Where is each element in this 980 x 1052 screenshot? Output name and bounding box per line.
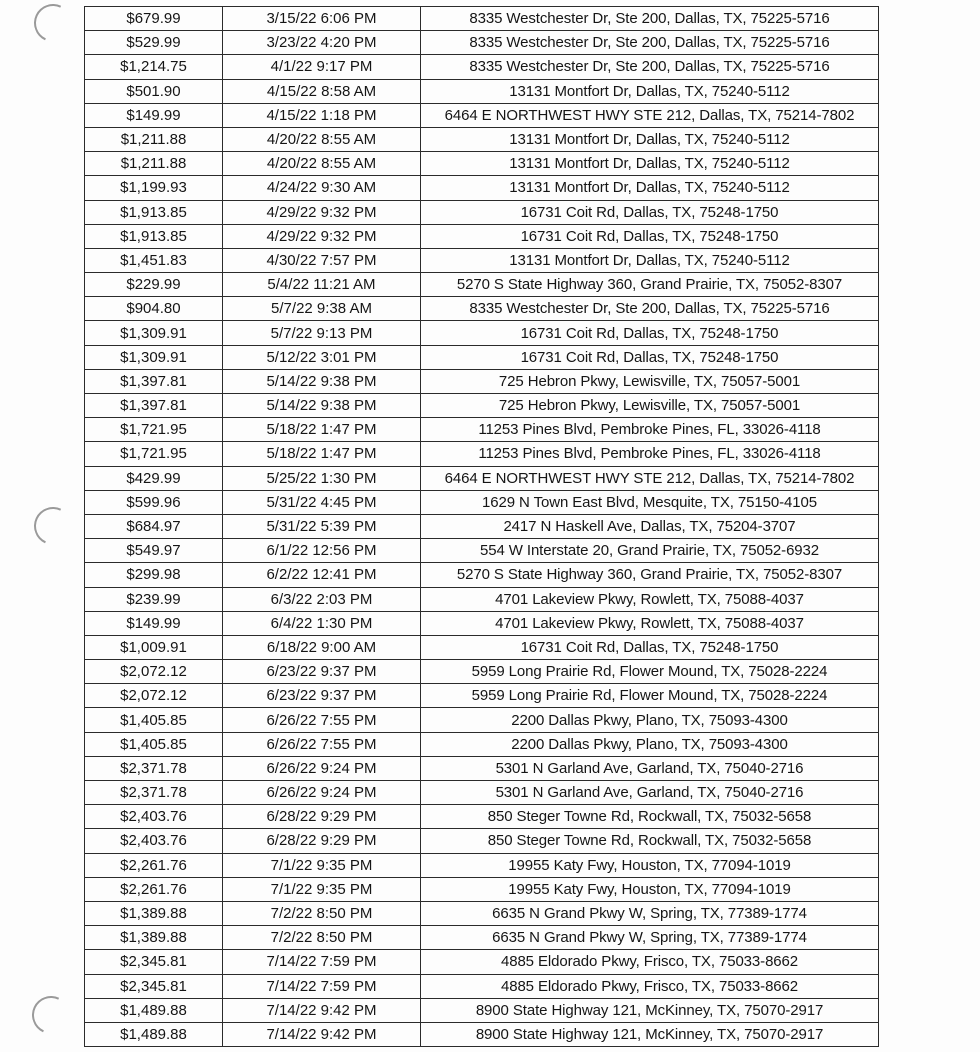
transactions-table	[84, 6, 879, 1047]
amount-cell: $1,721.95	[85, 442, 223, 466]
amount-cell: $1,405.85	[85, 732, 223, 756]
table-row	[85, 998, 879, 1022]
amount-cell: $149.99	[85, 611, 223, 635]
amount-cell: $1,913.85	[85, 200, 223, 224]
amount-cell: $501.90	[85, 79, 223, 103]
binder-hole-icon	[29, 0, 78, 47]
table-row	[85, 176, 879, 200]
datetime-cell: 7/1/22 9:35 PM	[223, 877, 421, 901]
datetime-cell: 7/14/22 9:42 PM	[223, 1022, 421, 1046]
address-cell: 13131 Montfort Dr, Dallas, TX, 75240-5112	[421, 176, 879, 200]
amount-cell: $1,211.88	[85, 127, 223, 151]
table-row	[85, 55, 879, 79]
amount-cell: $599.96	[85, 490, 223, 514]
table-row	[85, 79, 879, 103]
address-cell: 6464 E NORTHWEST HWY STE 212, Dallas, TX, 75214-7802	[421, 103, 879, 127]
address-cell: 5959 Long Prairie Rd, Flower Mound, TX, 75028-2224	[421, 660, 879, 684]
datetime-cell: 6/28/22 9:29 PM	[223, 829, 421, 853]
amount-cell: $239.99	[85, 587, 223, 611]
address-cell: 6464 E NORTHWEST HWY STE 212, Dallas, TX, 75214-7802	[421, 466, 879, 490]
address-cell: 850 Steger Towne Rd, Rockwall, TX, 75032-5658	[421, 829, 879, 853]
table-row	[85, 345, 879, 369]
address-cell: 725 Hebron Pkwy, Lewisville, TX, 75057-5001	[421, 394, 879, 418]
table-row	[85, 103, 879, 127]
amount-cell: $2,345.81	[85, 974, 223, 998]
address-cell: 16731 Coit Rd, Dallas, TX, 75248-1750	[421, 200, 879, 224]
amount-cell: $1,009.91	[85, 635, 223, 659]
address-cell: 8335 Westchester Dr, Ste 200, Dallas, TX, 75225-5716	[421, 31, 879, 55]
address-cell: 1629 N Town East Blvd, Mesquite, TX, 75150-4105	[421, 490, 879, 514]
address-cell: 8900 State Highway 121, McKinney, TX, 75070-2917	[421, 998, 879, 1022]
table-row	[85, 152, 879, 176]
binder-hole-icon	[29, 502, 78, 551]
amount-cell: $2,403.76	[85, 805, 223, 829]
table-row	[85, 490, 879, 514]
table-row	[85, 418, 879, 442]
amount-cell: $2,072.12	[85, 684, 223, 708]
datetime-cell: 6/18/22 9:00 AM	[223, 635, 421, 659]
address-cell: 5270 S State Highway 360, Grand Prairie, TX, 75052-8307	[421, 563, 879, 587]
amount-cell: $1,214.75	[85, 55, 223, 79]
amount-cell: $1,913.85	[85, 224, 223, 248]
address-cell: 19955 Katy Fwy, Houston, TX, 77094-1019	[421, 853, 879, 877]
address-cell: 11253 Pines Blvd, Pembroke Pines, FL, 33026-4118	[421, 418, 879, 442]
datetime-cell: 7/14/22 7:59 PM	[223, 950, 421, 974]
datetime-cell: 5/31/22 5:39 PM	[223, 514, 421, 538]
table-row	[85, 563, 879, 587]
table-row	[85, 805, 879, 829]
table-row	[85, 684, 879, 708]
datetime-cell: 4/20/22 8:55 AM	[223, 152, 421, 176]
table-row	[85, 877, 879, 901]
amount-cell: $229.99	[85, 273, 223, 297]
binder-hole-icon	[27, 991, 76, 1040]
table-row	[85, 587, 879, 611]
datetime-cell: 4/1/22 9:17 PM	[223, 55, 421, 79]
table-row	[85, 781, 879, 805]
table-row	[85, 127, 879, 151]
address-cell: 6635 N Grand Pkwy W, Spring, TX, 77389-1774	[421, 901, 879, 925]
table-row	[85, 273, 879, 297]
table-row	[85, 611, 879, 635]
amount-cell: $149.99	[85, 103, 223, 127]
datetime-cell: 6/4/22 1:30 PM	[223, 611, 421, 635]
datetime-cell: 4/15/22 8:58 AM	[223, 79, 421, 103]
amount-cell: $1,397.81	[85, 369, 223, 393]
table-row	[85, 321, 879, 345]
address-cell: 13131 Montfort Dr, Dallas, TX, 75240-5112	[421, 79, 879, 103]
datetime-cell: 6/1/22 12:56 PM	[223, 539, 421, 563]
datetime-cell: 7/14/22 9:42 PM	[223, 998, 421, 1022]
table-row	[85, 248, 879, 272]
datetime-cell: 5/18/22 1:47 PM	[223, 442, 421, 466]
datetime-cell: 6/26/22 9:24 PM	[223, 756, 421, 780]
table-row	[85, 732, 879, 756]
amount-cell: $1,211.88	[85, 152, 223, 176]
datetime-cell: 5/14/22 9:38 PM	[223, 394, 421, 418]
address-cell: 13131 Montfort Dr, Dallas, TX, 75240-5112	[421, 152, 879, 176]
table-row	[85, 926, 879, 950]
table-row	[85, 950, 879, 974]
address-cell: 2200 Dallas Pkwy, Plano, TX, 75093-4300	[421, 732, 879, 756]
datetime-cell: 5/14/22 9:38 PM	[223, 369, 421, 393]
datetime-cell: 4/15/22 1:18 PM	[223, 103, 421, 127]
address-cell: 4885 Eldorado Pkwy, Frisco, TX, 75033-8662	[421, 974, 879, 998]
datetime-cell: 3/23/22 4:20 PM	[223, 31, 421, 55]
table-row	[85, 297, 879, 321]
datetime-cell: 6/26/22 7:55 PM	[223, 708, 421, 732]
datetime-cell: 3/15/22 6:06 PM	[223, 7, 421, 31]
table-row	[85, 31, 879, 55]
amount-cell: $429.99	[85, 466, 223, 490]
datetime-cell: 7/2/22 8:50 PM	[223, 926, 421, 950]
table-row	[85, 394, 879, 418]
datetime-cell: 6/23/22 9:37 PM	[223, 684, 421, 708]
amount-cell: $904.80	[85, 297, 223, 321]
table-row	[85, 466, 879, 490]
datetime-cell: 6/28/22 9:29 PM	[223, 805, 421, 829]
transactions-table-body	[85, 7, 879, 1047]
amount-cell: $1,489.88	[85, 998, 223, 1022]
address-cell: 16731 Coit Rd, Dallas, TX, 75248-1750	[421, 321, 879, 345]
amount-cell: $2,371.78	[85, 781, 223, 805]
datetime-cell: 4/24/22 9:30 AM	[223, 176, 421, 200]
amount-cell: $2,371.78	[85, 756, 223, 780]
amount-cell: $1,451.83	[85, 248, 223, 272]
table-row	[85, 369, 879, 393]
amount-cell: $2,261.76	[85, 853, 223, 877]
address-cell: 8335 Westchester Dr, Ste 200, Dallas, TX, 75225-5716	[421, 297, 879, 321]
amount-cell: $1,309.91	[85, 345, 223, 369]
table-row	[85, 539, 879, 563]
datetime-cell: 4/30/22 7:57 PM	[223, 248, 421, 272]
datetime-cell: 5/25/22 1:30 PM	[223, 466, 421, 490]
amount-cell: $2,072.12	[85, 660, 223, 684]
datetime-cell: 7/1/22 9:35 PM	[223, 853, 421, 877]
amount-cell: $1,489.88	[85, 1022, 223, 1046]
address-cell: 16731 Coit Rd, Dallas, TX, 75248-1750	[421, 345, 879, 369]
table-row	[85, 660, 879, 684]
amount-cell: $1,309.91	[85, 321, 223, 345]
datetime-cell: 5/7/22 9:38 AM	[223, 297, 421, 321]
amount-cell: $1,397.81	[85, 394, 223, 418]
table-row	[85, 200, 879, 224]
datetime-cell: 5/31/22 4:45 PM	[223, 490, 421, 514]
address-cell: 8335 Westchester Dr, Ste 200, Dallas, TX, 75225-5716	[421, 7, 879, 31]
datetime-cell: 5/18/22 1:47 PM	[223, 418, 421, 442]
address-cell: 6635 N Grand Pkwy W, Spring, TX, 77389-1774	[421, 926, 879, 950]
table-row	[85, 756, 879, 780]
table-row	[85, 708, 879, 732]
table-row	[85, 442, 879, 466]
address-cell: 19955 Katy Fwy, Houston, TX, 77094-1019	[421, 877, 879, 901]
datetime-cell: 5/12/22 3:01 PM	[223, 345, 421, 369]
amount-cell: $299.98	[85, 563, 223, 587]
table-row	[85, 224, 879, 248]
table-row	[85, 635, 879, 659]
table-row	[85, 514, 879, 538]
table-row	[85, 829, 879, 853]
address-cell: 8335 Westchester Dr, Ste 200, Dallas, TX, 75225-5716	[421, 55, 879, 79]
address-cell: 8900 State Highway 121, McKinney, TX, 75070-2917	[421, 1022, 879, 1046]
address-cell: 4885 Eldorado Pkwy, Frisco, TX, 75033-8662	[421, 950, 879, 974]
amount-cell: $679.99	[85, 7, 223, 31]
address-cell: 2417 N Haskell Ave, Dallas, TX, 75204-3707	[421, 514, 879, 538]
datetime-cell: 6/23/22 9:37 PM	[223, 660, 421, 684]
address-cell: 5301 N Garland Ave, Garland, TX, 75040-2716	[421, 756, 879, 780]
datetime-cell: 4/20/22 8:55 AM	[223, 127, 421, 151]
amount-cell: $2,403.76	[85, 829, 223, 853]
datetime-cell: 6/26/22 9:24 PM	[223, 781, 421, 805]
amount-cell: $2,345.81	[85, 950, 223, 974]
amount-cell: $529.99	[85, 31, 223, 55]
address-cell: 4701 Lakeview Pkwy, Rowlett, TX, 75088-4037	[421, 587, 879, 611]
amount-cell: $1,199.93	[85, 176, 223, 200]
address-cell: 725 Hebron Pkwy, Lewisville, TX, 75057-5001	[421, 369, 879, 393]
datetime-cell: 7/2/22 8:50 PM	[223, 901, 421, 925]
address-cell: 11253 Pines Blvd, Pembroke Pines, FL, 33026-4118	[421, 442, 879, 466]
address-cell: 16731 Coit Rd, Dallas, TX, 75248-1750	[421, 635, 879, 659]
table-row	[85, 853, 879, 877]
address-cell: 13131 Montfort Dr, Dallas, TX, 75240-5112	[421, 248, 879, 272]
amount-cell: $684.97	[85, 514, 223, 538]
datetime-cell: 5/4/22 11:21 AM	[223, 273, 421, 297]
amount-cell: $1,721.95	[85, 418, 223, 442]
datetime-cell: 6/3/22 2:03 PM	[223, 587, 421, 611]
table-row	[85, 901, 879, 925]
address-cell: 5301 N Garland Ave, Garland, TX, 75040-2716	[421, 781, 879, 805]
address-cell: 5959 Long Prairie Rd, Flower Mound, TX, 75028-2224	[421, 684, 879, 708]
address-cell: 4701 Lakeview Pkwy, Rowlett, TX, 75088-4037	[421, 611, 879, 635]
address-cell: 16731 Coit Rd, Dallas, TX, 75248-1750	[421, 224, 879, 248]
datetime-cell: 6/26/22 7:55 PM	[223, 732, 421, 756]
datetime-cell: 4/29/22 9:32 PM	[223, 224, 421, 248]
amount-cell: $1,389.88	[85, 901, 223, 925]
address-cell: 2200 Dallas Pkwy, Plano, TX, 75093-4300	[421, 708, 879, 732]
table-row	[85, 1022, 879, 1046]
amount-cell: $1,405.85	[85, 708, 223, 732]
address-cell: 5270 S State Highway 360, Grand Prairie, TX, 75052-8307	[421, 273, 879, 297]
address-cell: 13131 Montfort Dr, Dallas, TX, 75240-5112	[421, 127, 879, 151]
datetime-cell: 5/7/22 9:13 PM	[223, 321, 421, 345]
table-row	[85, 7, 879, 31]
amount-cell: $1,389.88	[85, 926, 223, 950]
table-row	[85, 974, 879, 998]
address-cell: 850 Steger Towne Rd, Rockwall, TX, 75032-5658	[421, 805, 879, 829]
datetime-cell: 7/14/22 7:59 PM	[223, 974, 421, 998]
datetime-cell: 6/2/22 12:41 PM	[223, 563, 421, 587]
address-cell: 554 W Interstate 20, Grand Prairie, TX, 75052-6932	[421, 539, 879, 563]
amount-cell: $2,261.76	[85, 877, 223, 901]
amount-cell: $549.97	[85, 539, 223, 563]
datetime-cell: 4/29/22 9:32 PM	[223, 200, 421, 224]
